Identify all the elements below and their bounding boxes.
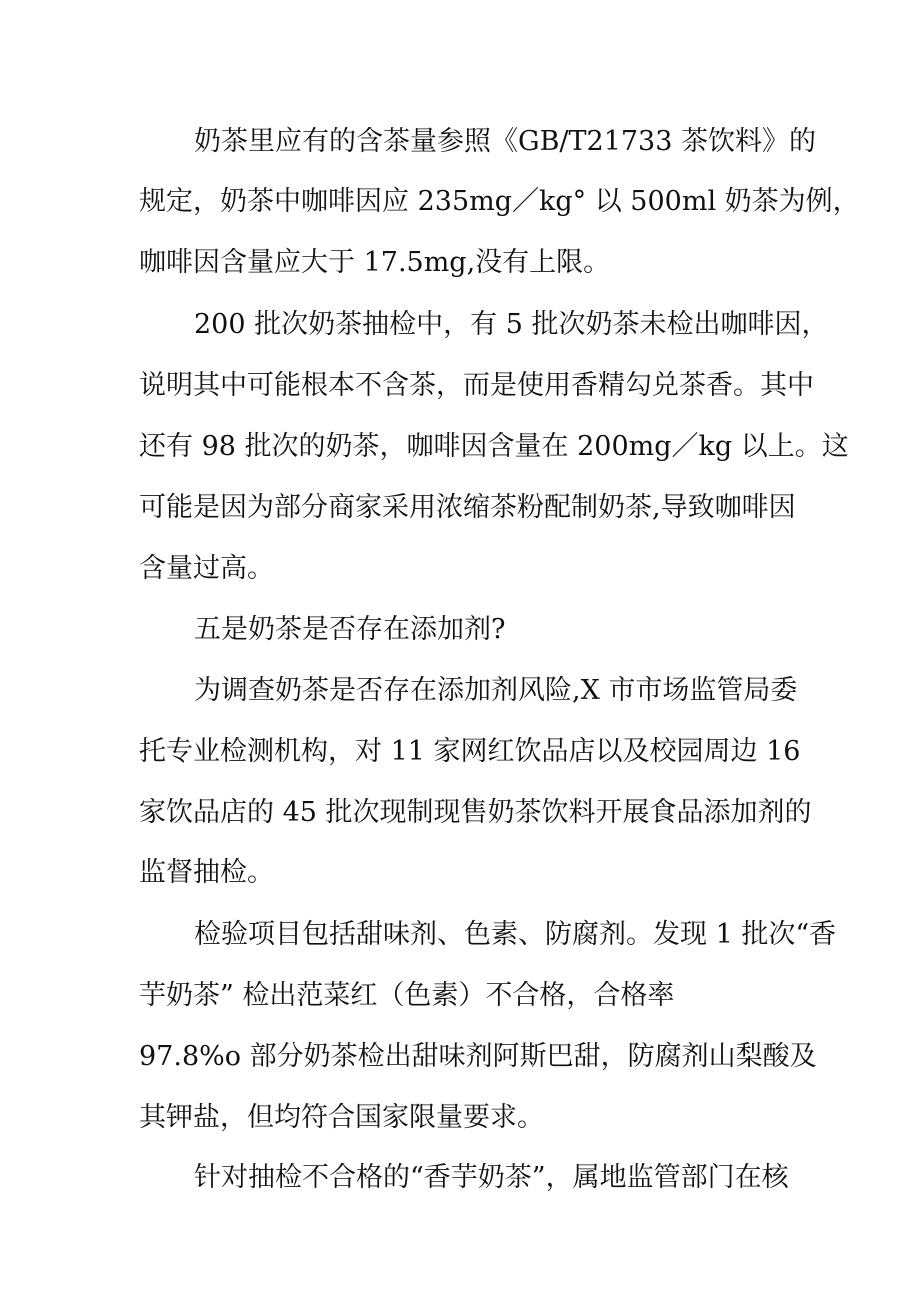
paragraph-1-line-2: 规定，奶茶中咖啡因应 235mg／kg° 以 500ml 奶茶为例， bbox=[139, 186, 860, 217]
paragraph-4-line-3: 家饮品店的 45 批次现制现售奶茶饮料开展食品添加剂的 bbox=[139, 797, 812, 828]
paragraph-1-line-3: 咖啡因含量应大于 17.5mg,没有上限。 bbox=[139, 247, 611, 278]
paragraph-5-line-3: 97.8%o 部分奶茶检出甜味剂阿斯巴甜，防腐剂山梨酸及 bbox=[139, 1041, 817, 1072]
paragraph-5-line-2: 芋奶茶” 检出范菜红（色素）不合格，合格率 bbox=[139, 980, 675, 1011]
paragraph-4-line-1: 为调查奶茶是否存在添加剂风险,X 市市场监管局委 bbox=[194, 675, 798, 706]
paragraph-2-line-1: 200 批次奶茶抽检中，有 5 批次奶茶未检出咖啡因， bbox=[194, 309, 829, 340]
paragraph-5-line-1: 检验项目包括甜味剂、色素、防腐剂。发现 1 批次“香 bbox=[194, 919, 837, 950]
section-heading-additives: 五是奶茶是否存在添加剂? bbox=[194, 614, 506, 645]
paragraph-6-line-1: 针对抽检不合格的“香芋奶茶”，属地监管部门在核 bbox=[194, 1162, 789, 1193]
paragraph-2-line-3: 还有 98 批次的奶茶，咖啡因含量在 200mg／kg 以上。这 bbox=[139, 431, 849, 462]
paragraph-4-line-2: 托专业检测机构，对 11 家网红饮品店以及校园周边 16 bbox=[139, 736, 801, 767]
paragraph-2-line-2: 说明其中可能根本不含茶，而是使用香精勾兑茶香。其中 bbox=[139, 370, 814, 401]
paragraph-2-line-5: 含量过高。 bbox=[139, 553, 274, 584]
paragraph-5-line-4: 其钾盐，但均符合国家限量要求。 bbox=[139, 1102, 544, 1133]
paragraph-2-line-4: 可能是因为部分商家采用浓缩茶粉配制奶茶,导致咖啡因 bbox=[139, 492, 796, 523]
paragraph-1-line-1: 奶茶里应有的含茶量参照《GB/T21733 茶饮料》的 bbox=[194, 126, 816, 157]
paragraph-4-line-4: 监督抽检。 bbox=[139, 857, 274, 888]
